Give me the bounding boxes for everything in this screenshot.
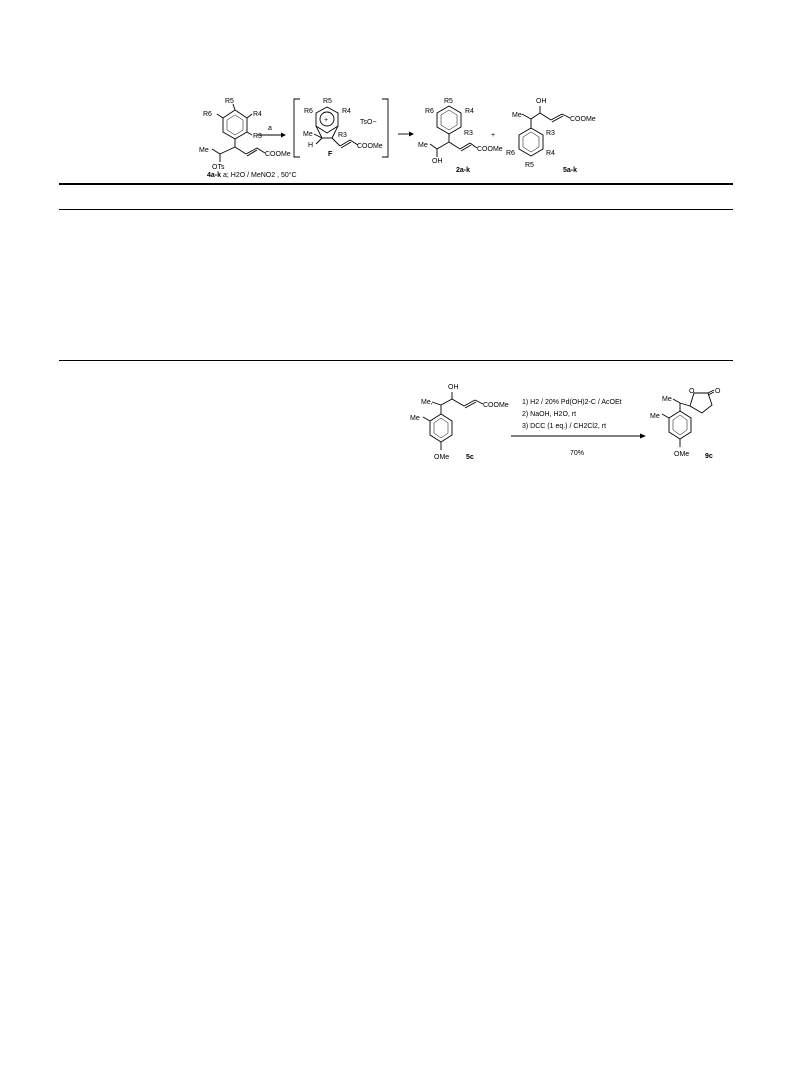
ester-label: COOMe (477, 146, 503, 153)
ring-oxygen-label: O (689, 388, 695, 395)
ring-methyl-label: Me (410, 415, 420, 422)
compound-label-4a-k: 4a-k (207, 172, 222, 179)
reaction-arrow-2 (398, 132, 414, 137)
ester-label: COOMe (357, 143, 383, 150)
step-3-conditions: 3) DCC (1 eq.) / CH2Cl2, rt (522, 423, 607, 430)
carbonyl-oxygen-label: O (715, 388, 721, 395)
sub-r4: R4 (253, 111, 262, 118)
compound-label-F: F (328, 151, 333, 158)
ring-methyl-label: Me (650, 413, 660, 420)
product-9c (650, 388, 721, 460)
sub-r5: R5 (323, 98, 332, 105)
counterion-label: TsO− (360, 119, 377, 126)
sub-r3: R3 (338, 132, 347, 139)
sub-r6: R6 (304, 108, 313, 115)
ester-label: COOMe (483, 402, 509, 409)
hydrogen-label: H (308, 142, 314, 149)
reactant-5c (410, 384, 509, 461)
ester-label: COOMe (265, 151, 291, 158)
sub-r6: R6 (506, 150, 515, 157)
hydroxy-label: OH (448, 384, 459, 391)
yield-label: 70% (570, 450, 585, 457)
methyl-label: Me, (421, 399, 433, 406)
sub-r4: R4 (342, 108, 351, 115)
methyl-label: Me (662, 396, 672, 403)
compound-label-2a-k: 2a-k (456, 167, 471, 174)
sub-r3: R3 (253, 133, 262, 140)
compound-label-5a-k: 5a-k (563, 167, 578, 174)
methyl-label: Me (199, 147, 209, 154)
plus-sign: + (491, 132, 496, 139)
sub-r5: R5 (225, 98, 234, 105)
hydroxy-label: OH (536, 98, 547, 105)
leaving-group-label: OTs (212, 164, 225, 171)
compound-label-5c: 5c (466, 454, 474, 461)
step-1-conditions: 1) H2 / 20% Pd(OH)2-C / AcOEt (522, 399, 622, 406)
step-2-conditions: 2) NaOH, H2O, rt (522, 411, 577, 418)
sub-r6: R6 (425, 108, 434, 115)
reaction-arrow-3 (511, 399, 646, 457)
compound-label-9c: 9c (705, 453, 713, 460)
sub-r6: R6 (203, 111, 212, 118)
sub-r3: R3 (546, 130, 555, 137)
methyl-label: Me (418, 142, 428, 149)
hydroxy-label: OH (432, 158, 443, 165)
reactant-4a-k (199, 98, 291, 179)
sub-r5: R5 (444, 98, 453, 105)
sub-r4: R4 (546, 150, 555, 157)
methoxy-label: OMe (434, 454, 450, 461)
methoxy-label: OMe (674, 451, 690, 458)
cation-charge: + (324, 117, 329, 124)
methyl-label: Me (303, 131, 313, 138)
sub-r5: R5 (525, 162, 534, 169)
reaction-conditions: a; H2O / MeNO2 , 50°C (223, 172, 297, 179)
sub-r4: R4 (465, 108, 474, 115)
sub-r3: R3 (464, 130, 473, 137)
product-5a-k (506, 98, 596, 174)
ester-label: COOMe (570, 116, 596, 123)
methyl-label: Me (512, 112, 522, 119)
intermediate-F (294, 98, 388, 158)
arrow-label: a (268, 125, 272, 132)
